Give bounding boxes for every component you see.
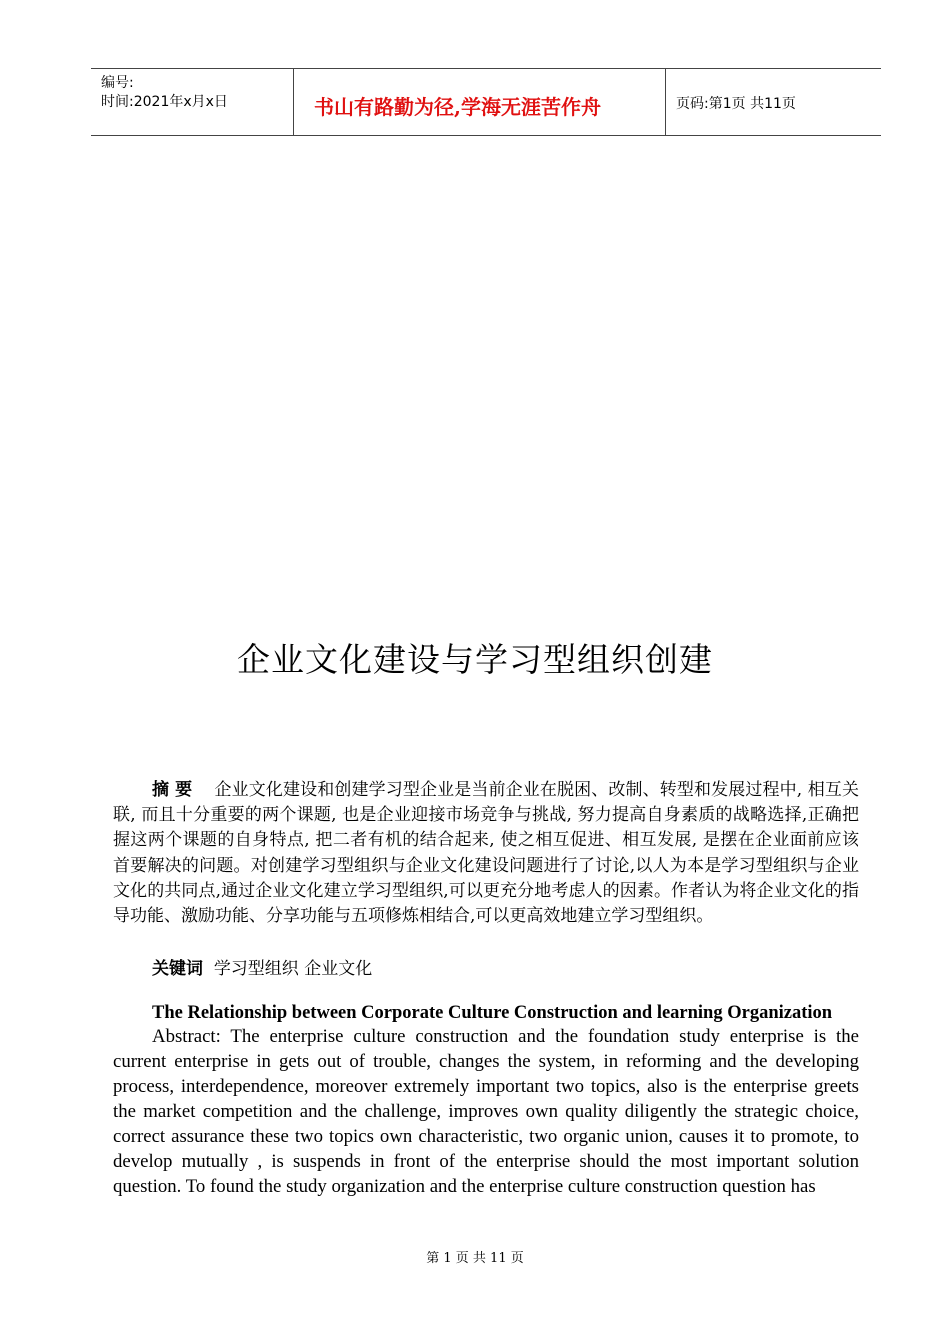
header-meta-cell — [91, 69, 293, 135]
document-time-label: 时间:2021年x月x日 — [101, 94, 228, 110]
document-header — [91, 68, 881, 136]
header-page-info: 页码:第1页 共11页 — [676, 96, 796, 112]
page-footer: 第 1 页 共 11 页 — [426, 1251, 524, 1266]
keywords-label: 关键词 — [152, 959, 203, 979]
keywords-text: 学习型组织 企业文化 — [213, 959, 373, 979]
document-title: 企业文化建设与学习型组织创建 — [237, 640, 713, 679]
english-abstract: Abstract: The enterprise culture construction and the foundation study enterprise is the current enterprise in gets out of trouble, changes the system, in reforming and the developing process, interdependence, moreover extremely important two topics, also is the enterprise greets the market competition and the challenge, improves own quality diligently the strategic choice, correct assurance these two topics own characteristic, two organic union, causes it to promote, to develop mutually , is suspends in front of the enterprise should the most important solution question. To found the study organization and the enterprise culture construction question has — [113, 1026, 859, 1197]
document-number-label: 编号: — [101, 75, 134, 91]
header-motto: 书山有路勤为径,学海无涯苦作舟 — [314, 95, 601, 119]
english-title: The Relationship between Corporate Culture Construction and learning Organization — [152, 1003, 833, 1023]
keywords-line — [152, 954, 372, 979]
header-page-cell — [666, 69, 881, 135]
abstract-label: 摘 要 — [152, 780, 193, 800]
abstract-text: 企业文化建设和创建学习型企业是当前企业在脱困、改制、转型和发展过程中, 相互关联, 而且十分重要的两个课题, 也是企业迎接市场竞争与挑战, 努力提高自身素质的战略选择,正确把握这两个课题的自身特点, 把二者有机的结合起来, 使之相互促进、相互发展, 是摆在企业面前应该首要解决的问题。对创建学习型组织与企业文化建设问题进行了讨论,以人为本是学习型组织与企业文化的共同点,通过企业文化建立学习型组织,可以更充分地考虑人的因素。作者认为将企业文化的指导功能、激励功能、分享功能与五项修炼相结合,可以更高效地建立学习型组织。 — [113, 780, 860, 927]
header-motto-cell — [293, 69, 666, 135]
chinese-abstract — [113, 778, 859, 929]
